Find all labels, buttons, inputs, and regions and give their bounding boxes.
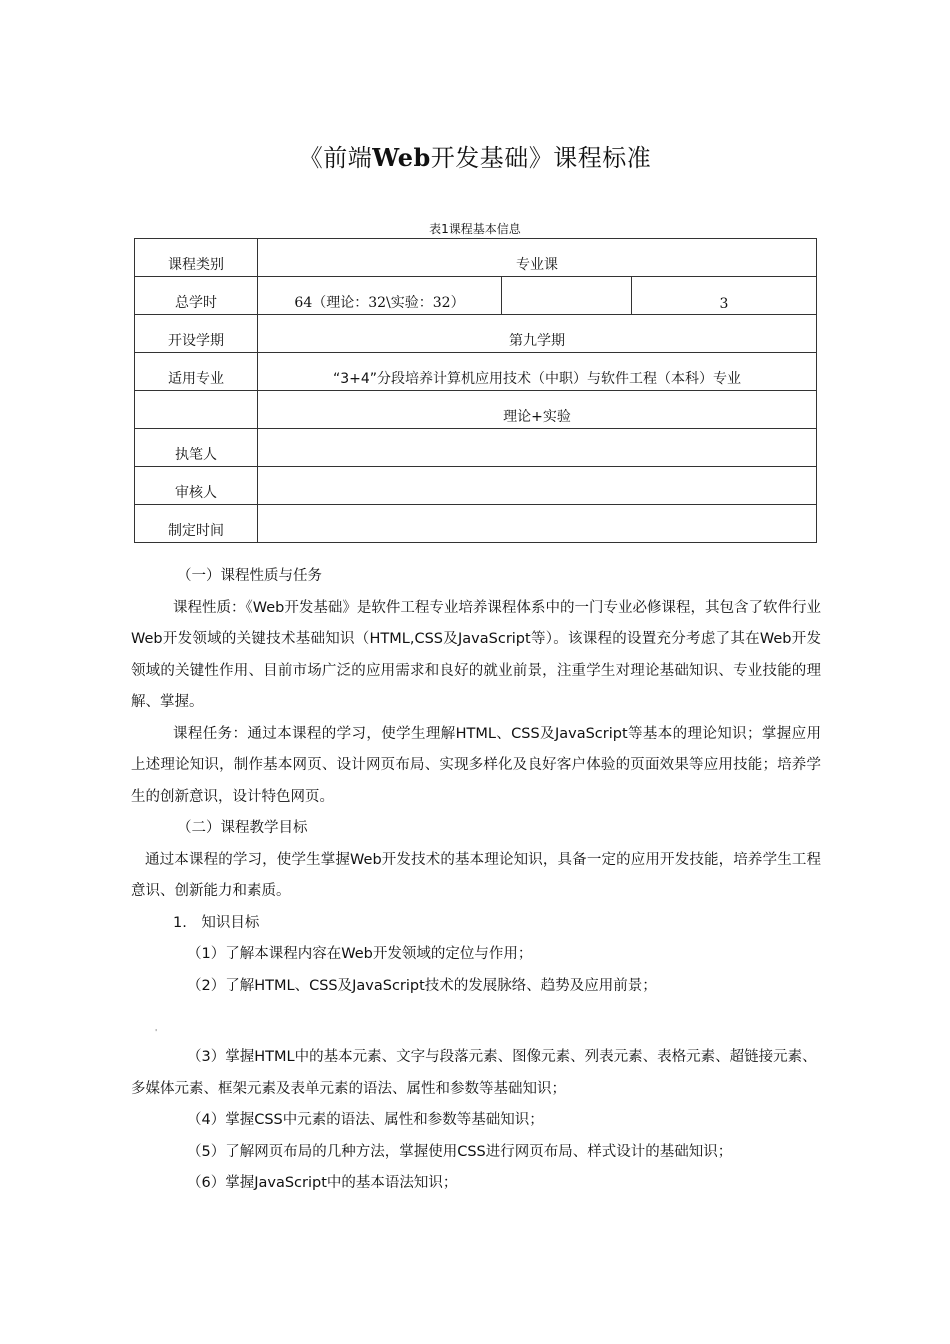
value-blank-cell — [502, 277, 632, 315]
list-item: （6）掌握JavaScript中的基本语法知识； — [187, 1175, 458, 1191]
section-heading-objectives: （二）课程教学目标 — [177, 820, 308, 836]
value-credits: 3 — [632, 277, 817, 315]
table-row — [135, 505, 817, 543]
table-row — [135, 429, 817, 467]
stray-mark: ' — [155, 1028, 158, 1037]
paragraph-course-nature: 课程性质：《Web开发基础》是软件工程专业培养课程体系中的一门专业必修课程，其包含了软件行业Web开发领域的关键技术基础知识（HTML,CSS及JavaScript等）。该课程的设置充分考虑了其在Web开发领域的关键性作用、目前市场广泛的应用需求和良好的就业前景，注重学生对理论基础知识、专业技能的理解、掌握。 — [131, 599, 821, 710]
label-course-type: 课程类别 — [135, 239, 258, 277]
value-author — [258, 429, 817, 467]
list-item: （4）掌握CSS中元素的语法、属性和参数等基础知识； — [187, 1112, 544, 1128]
table-row — [135, 353, 817, 391]
table-row — [135, 391, 817, 429]
value-total-hours: 64（理论：32\实验：32） — [258, 277, 502, 315]
page-title — [0, 138, 950, 173]
value-teaching-mode: 理论+实验 — [258, 391, 817, 429]
label-reviewer: 审核人 — [135, 467, 258, 505]
title-suffix: 开发基础》课程标准 — [430, 144, 652, 172]
label-author: 执笔人 — [135, 429, 258, 467]
label-date: 制定时间 — [135, 505, 258, 543]
list-item: （3）掌握HTML中的基本元素、文字与段落元素、图像元素、列表元素、表格元素、超链接元素、多媒体元素、框架元素及表单元素的语法、属性和参数等基础知识； — [131, 1049, 817, 1097]
value-course-type: 专业课 — [258, 239, 817, 277]
title-prefix: 《前端 — [298, 144, 373, 172]
value-date — [258, 505, 817, 543]
paragraph-course-task: 课程任务：通过本课程的学习，使学生理解HTML、CSS及JavaScript等基本的理论知识；掌握应用上述理论知识，制作基本网页、设计网页布局、实现多样化及良好客户体验的页面效果等应用技能；培养学生的创新意识，设计特色网页。 — [131, 725, 821, 805]
table-row — [135, 277, 817, 315]
table-row — [135, 315, 817, 353]
label-major: 适用专业 — [135, 353, 258, 391]
title-bold: Web — [372, 143, 431, 172]
section-block-1 — [131, 561, 821, 1002]
value-major: “3+4”分段培养计算机应用技术（中职）与软件工程（本科）专业 — [258, 353, 817, 391]
list-item: （1）了解本课程内容在Web开发领域的定位与作用； — [187, 946, 533, 962]
list-item: （5）了解网页布局的几种方法，掌握使用CSS进行网页布局、样式设计的基础知识； — [187, 1143, 733, 1160]
label-teaching-mode — [135, 391, 258, 429]
table-row — [135, 467, 817, 505]
label-semester: 开设学期 — [135, 315, 258, 353]
subheading-knowledge: 1. 知识目标 — [173, 914, 260, 931]
section-block-2 — [131, 1042, 821, 1200]
course-info-table — [134, 238, 817, 543]
value-semester: 第九学期 — [258, 315, 817, 353]
section-heading-nature: （一）课程性质与任务 — [177, 568, 322, 584]
list-item: （2）了解HTML、CSS及JavaScript技术的发展脉络、趋势及应用前景； — [187, 977, 657, 994]
value-reviewer — [258, 467, 817, 505]
label-total-hours: 总学时 — [135, 277, 258, 315]
table-caption: 表1课程基本信息 — [429, 222, 521, 236]
paragraph-objectives: 通过本课程的学习，使学生掌握Web开发技术的基本理论知识，具备一定的应用开发技能，培养学生工程意识、创新能力和素质。 — [131, 851, 821, 899]
table-row — [135, 239, 817, 277]
